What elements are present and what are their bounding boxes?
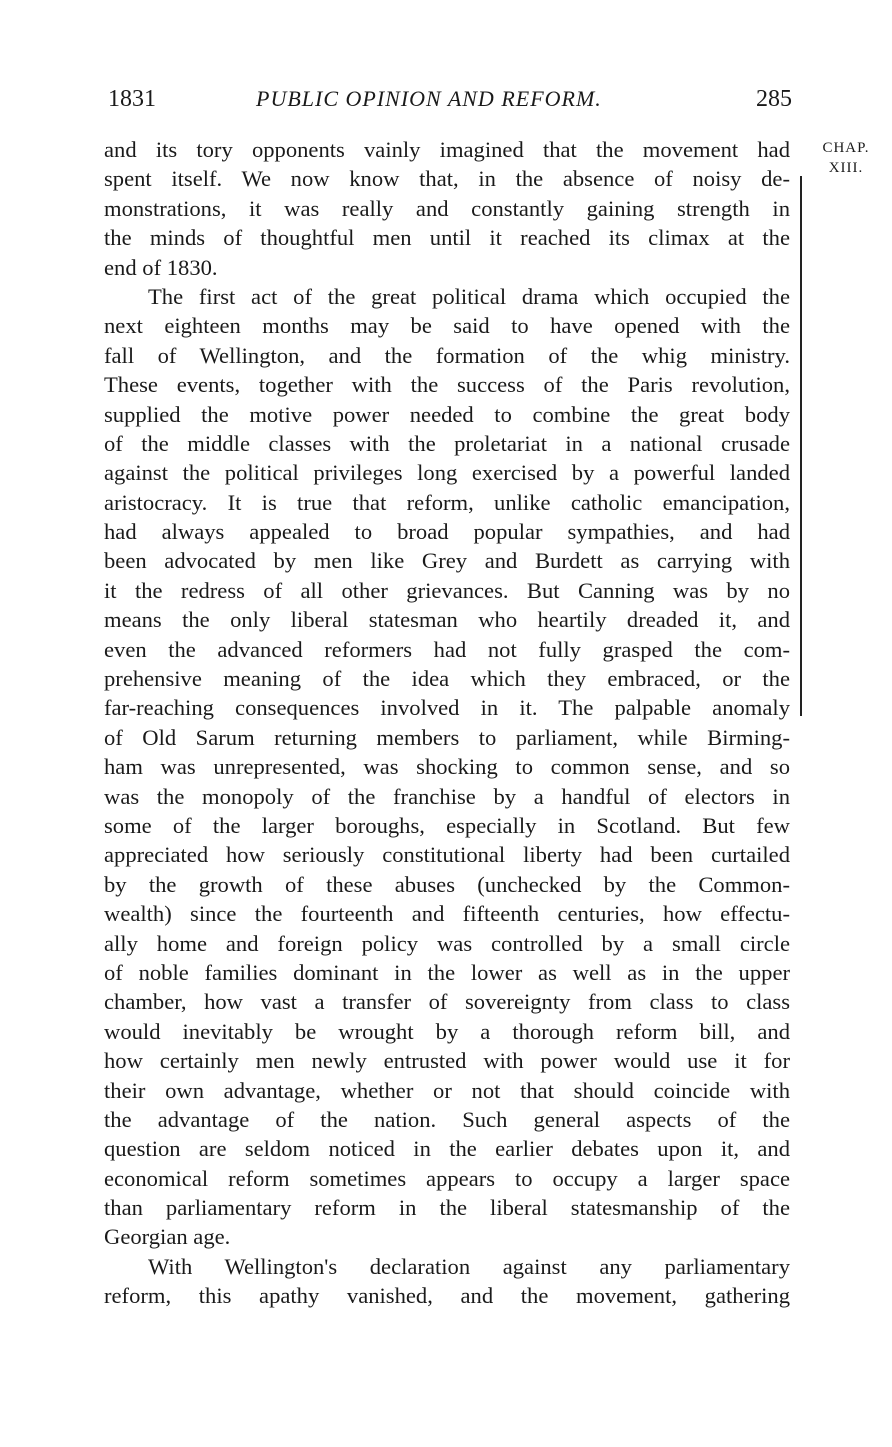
text-line: appreciated how seriously constitutional liberty had been curtailed: [104, 842, 790, 868]
sidenote-chap: CHAP.: [822, 140, 870, 156]
text-line: The first act of the great political drama which occupied the: [148, 283, 790, 309]
text-line: economical reform sometimes appears to occupy a larger space: [104, 1165, 790, 1191]
text-line: been advocated by men like Grey and Burdett as carrying with: [104, 548, 790, 574]
text-line: wealth) since the fourteenth and fifteenth centuries, how effectu-: [104, 901, 790, 927]
text-line: With Wellington's declaration against any parliamentary: [148, 1253, 790, 1279]
text-line: of Old Sarum returning members to parliament, while Birming-: [104, 724, 790, 750]
text-line: would inevitably be wrought by a thorough reform bill, and: [104, 1018, 790, 1044]
text-line: of noble families dominant in the lower as well as in the upper: [104, 959, 790, 985]
text-line: aristocracy. It is true that reform, unlike catholic emancipation,: [104, 489, 790, 515]
margin-bracket: [800, 176, 810, 716]
text-line: had always appealed to broad popular sympathies, and had: [104, 519, 790, 545]
header-year: 1831: [108, 86, 156, 112]
chapter-sidenote: [810, 138, 882, 178]
text-line: against the political privileges long exercised by a powerful landed: [104, 460, 790, 486]
text-line: some of the larger boroughs, especially in Scotland. But few: [104, 812, 790, 838]
running-head: [108, 86, 792, 120]
text-line: by the growth of these abuses (unchecked by the Common-: [104, 871, 790, 897]
text-line: even the advanced reformers had not fully grasped the com-: [104, 636, 790, 662]
text-line: far-reaching consequences involved in it. The palpable anomaly: [104, 695, 790, 721]
text-line: fall of Wellington, and the formation of the whig ministry.: [104, 342, 790, 368]
text-line: end of 1830.: [104, 254, 218, 280]
text-line: ally home and foreign policy was controlled by a small circle: [104, 930, 790, 956]
text-line: question are seldom noticed in the earlier debates upon it, and: [104, 1136, 790, 1162]
text-line: the advantage of the nation. Such general aspects of the: [104, 1106, 790, 1132]
text-line: spent itself. We now know that, in the absence of noisy de-: [104, 166, 790, 192]
text-line: means the only liberal statesman who heartily dreaded it, and: [104, 607, 790, 633]
text-line: supplied the motive power needed to combine the great body: [104, 401, 790, 427]
page-number: 285: [756, 86, 792, 112]
text-line: was the monopoly of the franchise by a handful of electors in: [104, 783, 790, 809]
text-line: next eighteen months may be said to have opened with the: [104, 313, 790, 339]
text-line: their own advantage, whether or not that should coincide with: [104, 1077, 790, 1103]
text-line: Georgian age.: [104, 1224, 231, 1250]
text-line: how certainly men newly entrusted with power would use it for: [104, 1048, 790, 1074]
text-line: ham was unrepresented, was shocking to common sense, and so: [104, 754, 790, 780]
text-line: and its tory opponents vainly imagined that the movement had: [104, 137, 790, 162]
text-line: the minds of thoughtful men until it reached its climax at the: [104, 225, 790, 251]
body-text: [104, 135, 790, 1311]
text-line: reform, this apathy vanished, and the movement, gathering: [104, 1283, 790, 1309]
text-line: chamber, how vast a transfer of sovereignty from class to class: [104, 989, 790, 1015]
text-line: than parliamentary reform in the liberal statesmanship of the: [104, 1195, 790, 1221]
sidenote-number: XIII.: [828, 160, 864, 176]
text-line: prehensive meaning of the idea which they embraced, or the: [104, 666, 790, 692]
header-title: PUBLIC OPINION AND REFORM.: [256, 86, 602, 111]
text-line: monstrations, it was really and constantly gaining strength in: [104, 195, 790, 221]
text-line: of the middle classes with the proletariat in a national crusade: [104, 430, 790, 456]
text-line: These events, together with the success of the Paris revolution,: [104, 372, 790, 398]
text-line: it the redress of all other grievances. But Canning was by no: [104, 577, 790, 603]
